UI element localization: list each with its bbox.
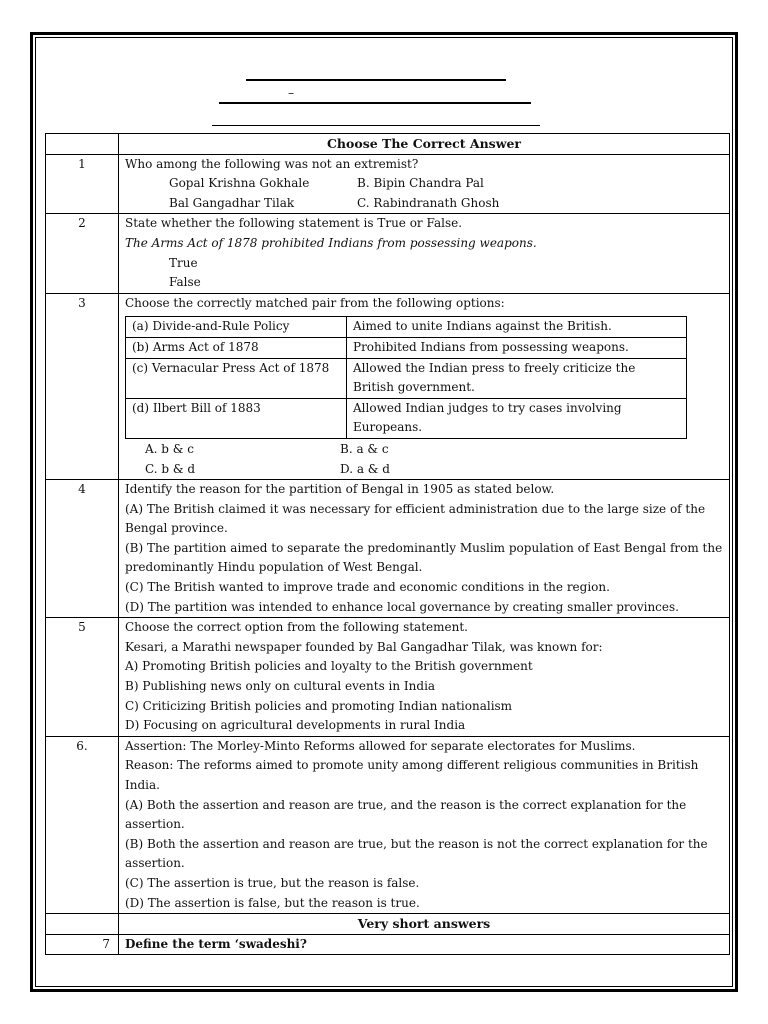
option: (B) The partition aimed to separate the predominantly Muslim population of East Bengal from the predominantly Hindu population of West Bengal. [125, 540, 723, 575]
question-table [45, 133, 730, 955]
question-text: State whether the following statement is True or False. [125, 216, 463, 231]
option: (D) The assertion is false, but the reason is true. [125, 895, 420, 910]
match-row [126, 358, 687, 398]
match-row [126, 398, 687, 438]
option: C) Criticizing British policies and promoting Indian nationalism [125, 698, 513, 713]
question-number: 4 [46, 480, 119, 618]
header-line-2 [219, 102, 531, 104]
statement: Kesari, a Marathi newspaper founded by Bal Gangadhar Tilak, was known for: [125, 639, 603, 654]
reason-text: Reason: The reforms aimed to promote unity among different religious communities in British India. [125, 758, 699, 792]
question-text: Define the term ‘swadeshi? [119, 934, 730, 955]
match-row [126, 337, 687, 358]
option: (A) Both the assertion and reason are true, and the reason is the correct explanation for the assertion. [125, 797, 687, 832]
match-right: Allowed the Indian press to freely criticize the British government. [347, 358, 687, 398]
option: B. a & c [340, 441, 389, 456]
option: (C) The assertion is true, but the reason is false. [125, 875, 420, 890]
match-left: (b) Arms Act of 1878 [126, 337, 347, 358]
question-number: 6. [46, 736, 119, 913]
question-row-1 [46, 154, 730, 214]
match-right: Aimed to unite Indians against the British. [347, 317, 687, 338]
question-text: Choose the correct option from the following statement. [125, 620, 468, 635]
question-row-5 [46, 618, 730, 737]
option: (D) The partition was intended to enhance local governance by creating smaller provinces. [125, 599, 679, 614]
assertion-text: Assertion: The Morley-Minto Reforms allowed for separate electorates for Muslims. [125, 738, 636, 753]
match-left: (a) Divide-and-Rule Policy [126, 317, 347, 338]
option: C. b & d [145, 461, 196, 476]
header-dash: – [288, 86, 294, 100]
section-heading: Choose The Correct Answer [119, 134, 730, 155]
header-line-3 [212, 125, 540, 126]
option: B. Bipin Chandra Pal [357, 176, 484, 191]
section-heading-row [46, 134, 730, 155]
statement: The Arms Act of 1878 prohibited Indians from possessing weapons. [125, 235, 537, 250]
option: (C) The British wanted to improve trade and economic conditions in the region. [125, 580, 610, 595]
header-line-1 [246, 79, 506, 81]
option: A) Promoting British policies and loyalty to the British government [125, 659, 533, 674]
option: False [169, 275, 201, 290]
option: True [169, 255, 198, 270]
option: (A) The British claimed it was necessary for efficient administration due to the large size of the Bengal province. [125, 501, 706, 536]
option: Gopal Krishna Gokhale [169, 176, 310, 191]
question-text: Identify the reason for the partition of Bengal in 1905 as stated below. [125, 482, 555, 497]
match-left: (d) Ilbert Bill of 1883 [126, 398, 347, 438]
question-number: 7 [46, 934, 119, 955]
question-row-2 [46, 214, 730, 293]
option: A. b & c [145, 441, 195, 456]
question-number: 1 [46, 154, 119, 214]
question-text: Who among the following was not an extremist? [125, 156, 419, 171]
section-heading-row [46, 914, 730, 935]
question-row-3 [46, 293, 730, 479]
question-row-6 [46, 736, 730, 913]
match-right: Allowed Indian judges to try cases involving Europeans. [347, 398, 687, 438]
option: Bal Gangadhar Tilak [169, 195, 295, 210]
option: C. Rabindranath Ghosh [357, 195, 500, 210]
question-text: Choose the correctly matched pair from the following options: [125, 295, 505, 310]
option: B) Publishing news only on cultural events in India [125, 679, 436, 694]
question-row-7 [46, 934, 730, 955]
match-left: (c) Vernacular Press Act of 1878 [126, 358, 347, 398]
match-right: Prohibited Indians from possessing weapons. [347, 337, 687, 358]
question-number: 5 [46, 618, 119, 737]
option: D) Focusing on agricultural developments in rural India [125, 718, 466, 733]
question-number: 2 [46, 214, 119, 293]
question-row-4 [46, 480, 730, 618]
question-number: 3 [46, 293, 119, 479]
option: D. a & d [340, 461, 390, 476]
option: (B) Both the assertion and reason are true, but the reason is not the correct explanation for the assertion. [125, 836, 708, 871]
match-table [125, 316, 687, 439]
match-row [126, 317, 687, 338]
section-heading: Very short answers [119, 914, 730, 935]
